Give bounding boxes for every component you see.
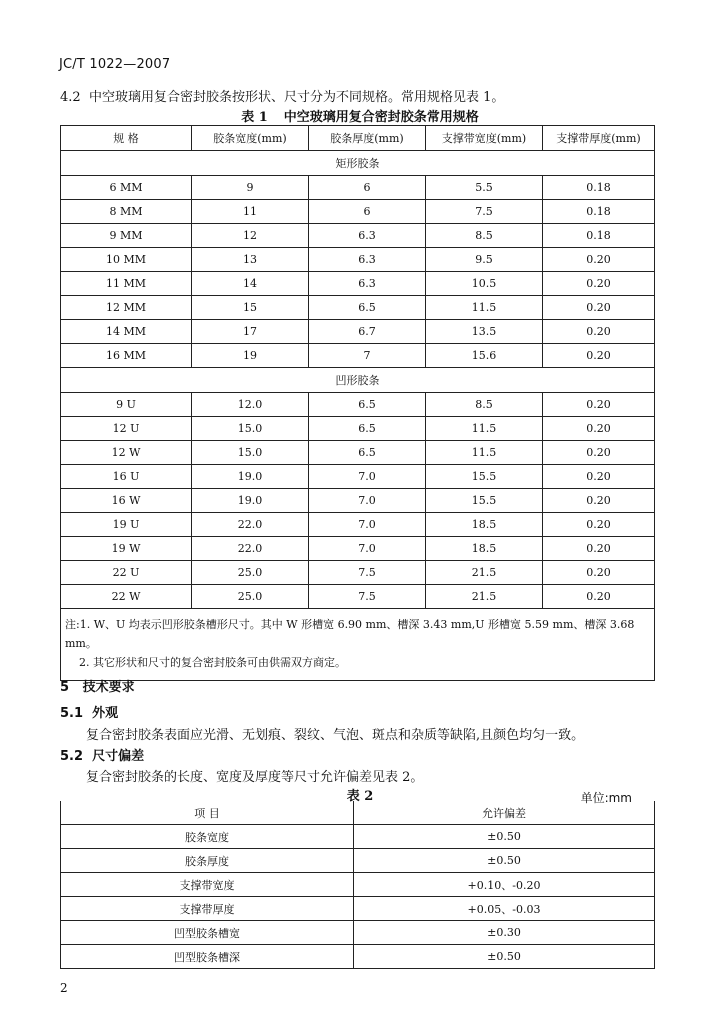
table1-col-thickness: 胶条厚度(mm): [309, 126, 426, 151]
table-cell: 15.0: [192, 417, 309, 441]
table-cell: ±0.50: [354, 945, 655, 969]
table-cell: 11 MM: [61, 272, 192, 296]
table-cell: 16 W: [61, 489, 192, 513]
table2-caption: 表 2: [346, 789, 374, 804]
table-cell: 6.3: [309, 248, 426, 272]
table-row: [61, 344, 655, 368]
table-row: [61, 200, 655, 224]
clause-text: 中空玻璃用复合密封胶条按形状、尺寸分为不同规格。常用规格见表 1。: [88, 90, 505, 105]
table-cell: 7.0: [309, 489, 426, 513]
table-cell: 11.5: [426, 417, 543, 441]
table-cell: 11: [192, 200, 309, 224]
table-cell: 0.20: [543, 561, 655, 585]
table-cell: 6.3: [309, 272, 426, 296]
table-cell: +0.05、-0.03: [354, 897, 655, 921]
table-cell: 6.5: [309, 296, 426, 320]
table-cell: 19 U: [61, 513, 192, 537]
table-cell: 12 MM: [61, 296, 192, 320]
section-5-heading: [60, 676, 135, 695]
table-row: [61, 176, 655, 200]
table-cell: 0.20: [543, 537, 655, 561]
table-row: [61, 417, 655, 441]
table2-header-row: [61, 801, 655, 825]
table1-note-2: 2. 其它形状和尺寸的复合密封胶条可由供需双方商定。: [79, 656, 346, 669]
table1-group-rect: [61, 151, 655, 176]
table1-col-width: 胶条宽度(mm): [192, 126, 309, 151]
table-row: [61, 897, 655, 921]
table-cell: 胶条厚度: [61, 849, 354, 873]
table-cell: 胶条宽度: [61, 825, 354, 849]
table-row: [61, 296, 655, 320]
table-cell: 19 W: [61, 537, 192, 561]
table1-specifications: [60, 125, 655, 681]
table-cell: 0.20: [543, 489, 655, 513]
table-cell: 6.7: [309, 320, 426, 344]
table-cell: 6.5: [309, 393, 426, 417]
table-cell: 19.0: [192, 489, 309, 513]
table-cell: 12.0: [192, 393, 309, 417]
table1-group-u: [61, 368, 655, 393]
table-row: [61, 513, 655, 537]
table-cell: 22 W: [61, 585, 192, 609]
table-cell: 19: [192, 344, 309, 368]
table-cell: 0.20: [543, 272, 655, 296]
table-cell: 7.5: [309, 561, 426, 585]
table1-caption-number: 表 1: [241, 110, 268, 125]
table-cell: 凹型胶条槽宽: [61, 921, 354, 945]
table-cell: 12 W: [61, 441, 192, 465]
table-cell: 6.3: [309, 224, 426, 248]
table-cell: 5.5: [426, 176, 543, 200]
table-cell: 0.20: [543, 417, 655, 441]
table-cell: 13: [192, 248, 309, 272]
table-cell: 16 MM: [61, 344, 192, 368]
clause-title: 尺寸偏差: [92, 749, 145, 764]
table1-note-1: 注:1. W、U 均表示凹形胶条槽形尺寸。其中 W 形槽宽 6.90 mm、槽深 3.43 mm,U 形槽宽 5.59 mm、槽深 3.68 mm。: [65, 618, 635, 650]
table-cell: 10 MM: [61, 248, 192, 272]
table-cell: 7: [309, 344, 426, 368]
table-cell: 8.5: [426, 393, 543, 417]
table-cell: 9 MM: [61, 224, 192, 248]
table-cell: 凹型胶条槽深: [61, 945, 354, 969]
clause-5-2-text: 复合密封胶条的长度、宽度及厚度等尺寸允许偏差见表 2。: [86, 770, 424, 785]
table-cell: 6: [309, 176, 426, 200]
table-cell: 12: [192, 224, 309, 248]
group-label: 凹形胶条: [61, 368, 655, 393]
table-cell: 15.5: [426, 489, 543, 513]
table-cell: 0.20: [543, 393, 655, 417]
table-cell: 19.0: [192, 465, 309, 489]
table-cell: 8 MM: [61, 200, 192, 224]
table-cell: 9: [192, 176, 309, 200]
table-cell: 8.5: [426, 224, 543, 248]
table-cell: 11.5: [426, 441, 543, 465]
table1-notes: [61, 609, 655, 681]
group-label: 矩形胶条: [61, 151, 655, 176]
table-cell: 0.20: [543, 441, 655, 465]
table2-col-tolerance: 允许偏差: [354, 801, 655, 825]
table-cell: 18.5: [426, 537, 543, 561]
table-cell: ±0.30: [354, 921, 655, 945]
page-number: 2: [60, 981, 68, 995]
table-cell: 14 MM: [61, 320, 192, 344]
table-cell: 12 U: [61, 417, 192, 441]
table-cell: 0.20: [543, 585, 655, 609]
table-row: [61, 320, 655, 344]
table1-caption-title: 中空玻璃用复合密封胶条常用规格: [283, 110, 479, 125]
table-cell: 7.0: [309, 513, 426, 537]
table2-col-item: 项 目: [61, 801, 354, 825]
table-cell: 14: [192, 272, 309, 296]
table-cell: ±0.50: [354, 849, 655, 873]
table-cell: 0.18: [543, 200, 655, 224]
table-cell: 0.20: [543, 296, 655, 320]
table-row: [61, 393, 655, 417]
table-row: [61, 224, 655, 248]
table1-col-support-width: 支撑带宽度(mm): [426, 126, 543, 151]
table-cell: 6 MM: [61, 176, 192, 200]
table-cell: 0.20: [543, 344, 655, 368]
table-cell: 10.5: [426, 272, 543, 296]
standard-code: JC/T 1022—2007: [59, 57, 171, 72]
table-row: [61, 248, 655, 272]
clause-5-1-text: 复合密封胶条表面应光滑、无划痕、裂纹、气泡、斑点和杂质等缺陷,且颜色均匀一致。: [86, 728, 585, 743]
table-row: [61, 849, 655, 873]
table-cell: 25.0: [192, 561, 309, 585]
table-row: [61, 921, 655, 945]
table-cell: 22.0: [192, 537, 309, 561]
table-cell: 13.5: [426, 320, 543, 344]
table1-col-support-thickness: 支撑带厚度(mm): [543, 126, 655, 151]
clause-5-2-heading: [60, 745, 144, 764]
table2-unit: 单位:mm: [580, 791, 632, 805]
table-row: [61, 489, 655, 513]
table-row: [61, 825, 655, 849]
table-row: [61, 585, 655, 609]
table-cell: 0.20: [543, 320, 655, 344]
table-row: [61, 272, 655, 296]
table-cell: 15.0: [192, 441, 309, 465]
clause-number: 5.2: [60, 749, 84, 764]
table-cell: 支撑带厚度: [61, 897, 354, 921]
table-cell: 22 U: [61, 561, 192, 585]
table1-col-spec: 规 格: [61, 126, 192, 151]
table-cell: 6.5: [309, 417, 426, 441]
table-cell: 15.6: [426, 344, 543, 368]
table-cell: 7.0: [309, 465, 426, 489]
table-cell: 16 U: [61, 465, 192, 489]
table-cell: 0.20: [543, 513, 655, 537]
table-cell: 15: [192, 296, 309, 320]
clause-number: 5.1: [60, 706, 84, 721]
section-title: 技术要求: [82, 680, 135, 695]
table-cell: 7.5: [426, 200, 543, 224]
table-cell: 21.5: [426, 585, 543, 609]
table-row: [61, 465, 655, 489]
table-cell: 7.0: [309, 537, 426, 561]
clause-5-1-heading: [60, 702, 118, 721]
section-number: 5: [60, 680, 70, 695]
table-cell: 6.5: [309, 441, 426, 465]
table-row: [61, 945, 655, 969]
table2-tolerances: [60, 801, 655, 969]
table-row: [61, 561, 655, 585]
table-cell: 0.20: [543, 248, 655, 272]
table-cell: 6: [309, 200, 426, 224]
table-cell: 0.20: [543, 465, 655, 489]
table-cell: 18.5: [426, 513, 543, 537]
table1-notes-cell: [61, 609, 655, 681]
clause-number: 4.2: [60, 90, 81, 105]
table-cell: 25.0: [192, 585, 309, 609]
clause-4-2: [60, 86, 504, 105]
table-cell: 17: [192, 320, 309, 344]
table-row: [61, 537, 655, 561]
table1-header-row: [61, 126, 655, 151]
clause-title: 外观: [92, 706, 119, 721]
table-cell: 21.5: [426, 561, 543, 585]
table-row: [61, 441, 655, 465]
table-cell: ±0.50: [354, 825, 655, 849]
table-cell: 22.0: [192, 513, 309, 537]
table-cell: 0.18: [543, 176, 655, 200]
table-cell: +0.10、-0.20: [354, 873, 655, 897]
table-cell: 11.5: [426, 296, 543, 320]
table-cell: 0.18: [543, 224, 655, 248]
table-row: [61, 873, 655, 897]
table-cell: 9 U: [61, 393, 192, 417]
table1-caption: [0, 106, 720, 125]
table-cell: 7.5: [309, 585, 426, 609]
table-cell: 9.5: [426, 248, 543, 272]
table-cell: 支撑带宽度: [61, 873, 354, 897]
table-cell: 15.5: [426, 465, 543, 489]
